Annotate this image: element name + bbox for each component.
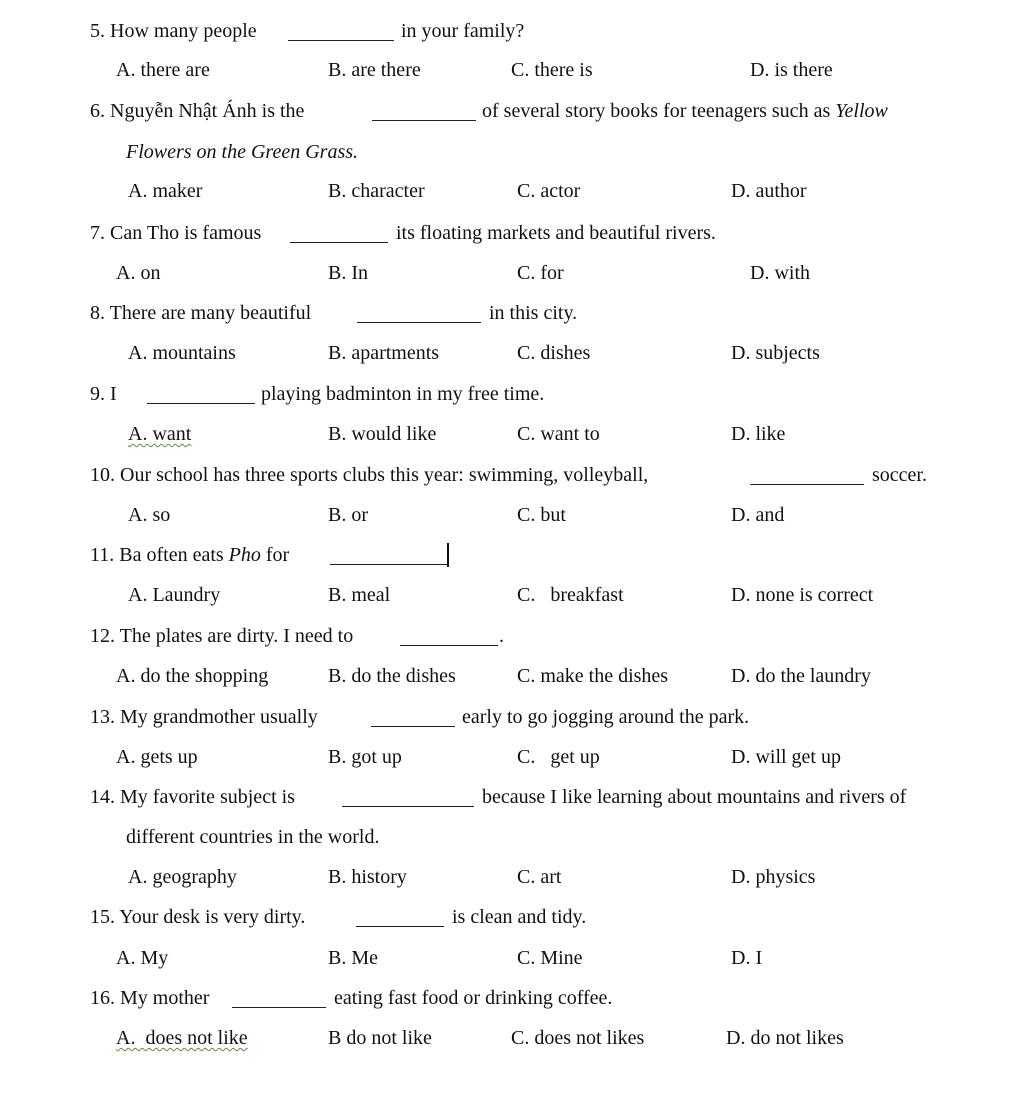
option-d: D. is there bbox=[750, 59, 833, 81]
question-13-stem: 13. My grandmother usually bbox=[90, 706, 318, 728]
option-b: B. got up bbox=[328, 746, 402, 768]
question-16-stem-end: eating fast food or drinking coffee. bbox=[334, 987, 613, 1009]
answer-blank bbox=[342, 806, 474, 807]
option-c: C. want to bbox=[517, 423, 600, 445]
option-d: D. physics bbox=[731, 866, 816, 888]
question-14-stem-end: because I like learning about mountains and rivers of bbox=[482, 786, 907, 808]
option-c: C. get up bbox=[517, 746, 600, 768]
answer-blank bbox=[750, 484, 864, 485]
option-a: A. want bbox=[128, 423, 192, 445]
answer-blank bbox=[290, 242, 388, 243]
text-cursor bbox=[447, 543, 449, 567]
question-9-stem: 9. I bbox=[90, 383, 117, 405]
option-b: B. are there bbox=[328, 59, 421, 81]
option-c: C. dishes bbox=[517, 342, 591, 364]
option-c: C. but bbox=[517, 504, 566, 526]
option-a: A. My bbox=[116, 947, 169, 969]
option-d: D. author bbox=[731, 180, 807, 202]
option-c: C. does not likes bbox=[511, 1027, 645, 1049]
answer-blank bbox=[232, 1007, 326, 1008]
option-c: C. make the dishes bbox=[517, 665, 669, 687]
option-b: B. or bbox=[328, 504, 368, 526]
question-16-stem: 16. My mother bbox=[90, 987, 210, 1009]
question-14-continuation: different countries in the world. bbox=[126, 826, 380, 848]
option-a: A. so bbox=[128, 504, 171, 526]
option-a: A. mountains bbox=[128, 342, 236, 364]
option-a: A. there are bbox=[116, 59, 210, 81]
question-10-stem-end: soccer. bbox=[872, 464, 927, 486]
option-b: B. meal bbox=[328, 584, 391, 606]
option-b: B. history bbox=[328, 866, 407, 888]
answer-blank[interactable] bbox=[330, 564, 448, 565]
question-15-stem-end: is clean and tidy. bbox=[452, 906, 587, 928]
answer-blank bbox=[400, 645, 498, 646]
option-d: D. with bbox=[750, 262, 810, 284]
question-12-stem-end: . bbox=[499, 625, 504, 647]
question-8-stem: 8. There are many beautiful bbox=[90, 302, 312, 324]
option-b: B. do the dishes bbox=[328, 665, 456, 687]
answer-blank bbox=[356, 926, 444, 927]
question-6-stem-end: of several story books for teenagers such as Yellow bbox=[482, 100, 888, 122]
option-d: D. I bbox=[731, 947, 763, 969]
question-14-stem: 14. My favorite subject is bbox=[90, 786, 295, 808]
option-d: D. do the laundry bbox=[731, 665, 871, 687]
question-10-stem: 10. Our school has three sports clubs this year: swimming, volleyball, bbox=[90, 464, 649, 486]
option-a: A. does not like bbox=[116, 1027, 248, 1049]
option-c: C. breakfast bbox=[517, 584, 624, 606]
option-b: B. Me bbox=[328, 947, 378, 969]
question-12-stem: 12. The plates are dirty. I need to bbox=[90, 625, 354, 647]
answer-blank bbox=[372, 120, 476, 121]
question-6-stem: 6. Nguyễn Nhật Ánh is the bbox=[90, 100, 305, 122]
question-8-stem-end: in this city. bbox=[489, 302, 578, 324]
option-d: D. subjects bbox=[731, 342, 820, 364]
question-7-stem-end: its floating markets and beautiful rivers. bbox=[396, 222, 716, 244]
answer-blank bbox=[357, 322, 481, 323]
option-b: B. apartments bbox=[328, 342, 440, 364]
option-b: B. In bbox=[328, 262, 368, 284]
option-b: B. character bbox=[328, 180, 425, 202]
question-5-stem: 5. How many people bbox=[90, 20, 257, 42]
answer-blank bbox=[288, 40, 394, 41]
option-a: A. maker bbox=[128, 180, 203, 202]
option-a: A. on bbox=[116, 262, 161, 284]
answer-blank bbox=[147, 403, 255, 404]
question-11-stem: 11. Ba often eats Pho for bbox=[90, 544, 290, 566]
option-d: D. like bbox=[731, 423, 786, 445]
option-b: B do not like bbox=[328, 1027, 432, 1049]
option-c: C. art bbox=[517, 866, 562, 888]
option-d: D. none is correct bbox=[731, 584, 874, 606]
option-c: C. for bbox=[517, 262, 564, 284]
answer-blank bbox=[371, 726, 455, 727]
question-15-stem: 15. Your desk is very dirty. bbox=[90, 906, 306, 928]
option-c: C. there is bbox=[511, 59, 593, 81]
option-b: B. would like bbox=[328, 423, 437, 445]
option-c: C. actor bbox=[517, 180, 581, 202]
option-a: A. Laundry bbox=[128, 584, 221, 606]
question-9-stem-end: playing badminton in my free time. bbox=[261, 383, 545, 405]
option-d: D. do not likes bbox=[726, 1027, 844, 1049]
option-a: A. do the shopping bbox=[116, 665, 269, 687]
question-5-stem-end: in your family? bbox=[401, 20, 525, 42]
option-d: D. will get up bbox=[731, 746, 841, 768]
option-a: A. geography bbox=[128, 866, 237, 888]
option-a: A. gets up bbox=[116, 746, 198, 768]
option-c: C. Mine bbox=[517, 947, 583, 969]
option-d: D. and bbox=[731, 504, 785, 526]
question-13-stem-end: early to go jogging around the park. bbox=[462, 706, 750, 728]
question-7-stem: 7. Can Tho is famous bbox=[90, 222, 262, 244]
question-6-continuation: Flowers on the Green Grass. bbox=[126, 141, 359, 163]
